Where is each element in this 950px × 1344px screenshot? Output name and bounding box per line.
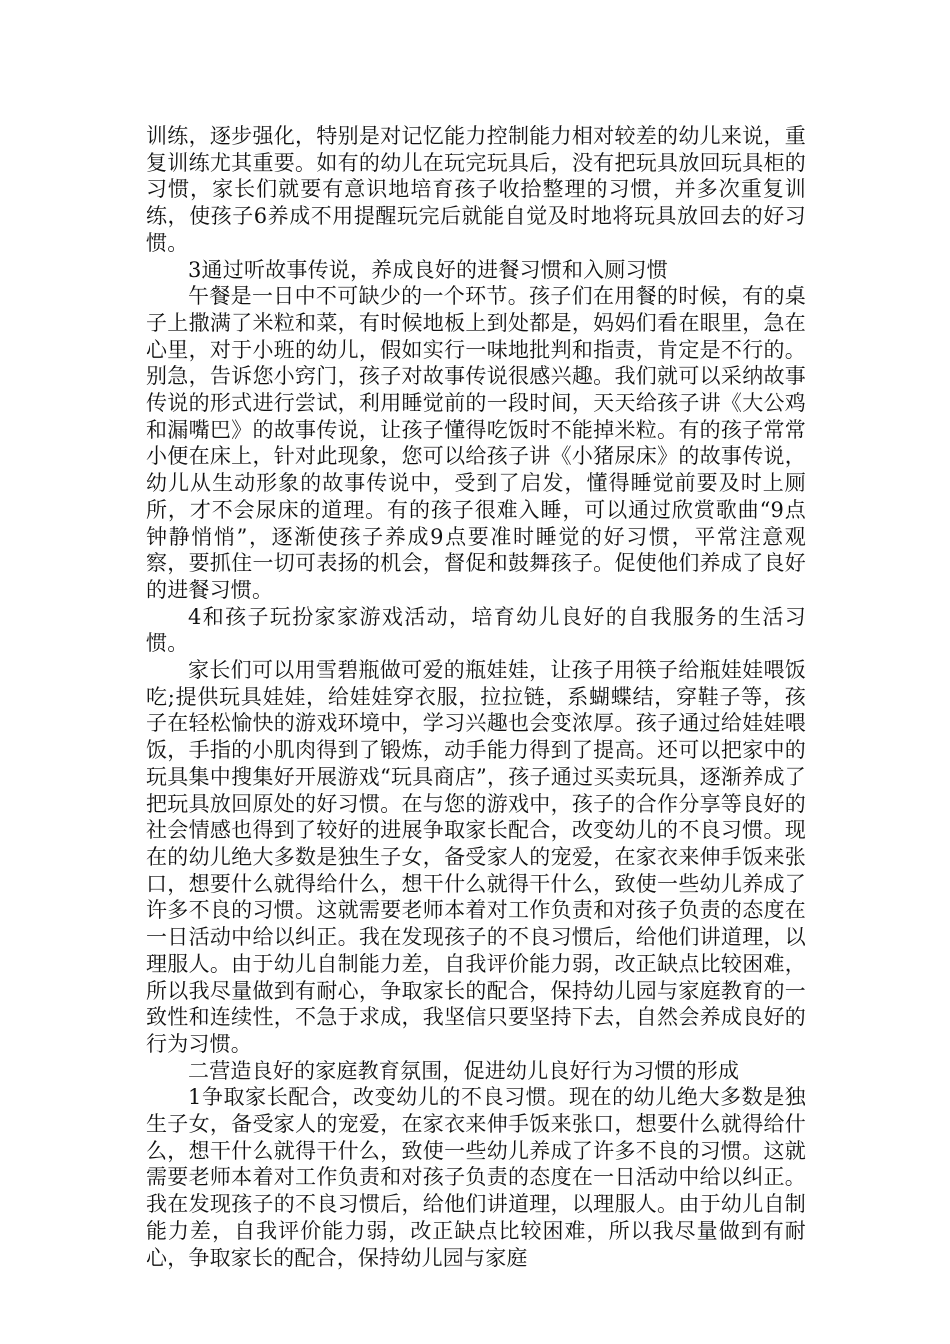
section-heading-3: 3通过听故事传说，养成良好的进餐习惯和入厕习惯	[188, 257, 668, 282]
document-body	[146, 123, 806, 1271]
paragraph-lunch: 午餐是一日中不可缺少的一个环节。孩子们在用餐的时候，有的桌子上撒满了米粒和菜，有时候地板上到处都是，妈妈们看在眼里，急在心里，对于小班的幼儿，假如实行一味地批判和指责，肯定是不行的。别急，告诉您小窍门，孩子对故事传说很感兴趣。我们就可以采纳故事传说的形式进行尝试，利用睡觉前的一段时间，天天给孩子讲《大公鸡和漏嘴巴》的故事传说，让孩子懂得吃饭时不能掉米粒。有的孩子常常小便在床上，针对此现象，您可以给孩子讲《小猪尿床》的故事传说，幼儿从生动形象的故事传说中，受到了启发，懂得睡觉前要及时上厕所，才不会尿床的道理。有的孩子很难入睡，可以通过欣赏歌曲“9点钟静悄悄”，逐渐使孩子养成9点要准时睡觉的好习惯，平常注意观察，要抓住一切可表扬的机会，督促和鼓舞孩子。促使他们养成了良好的进餐习惯。	[146, 284, 806, 602]
section-heading-4: 4和孩子玩扮家家游戏活动，培育幼儿良好的自我服务的生活习惯。	[146, 604, 806, 656]
paragraph-parent-cooperation: 1争取家长配合，改变幼儿的不良习惯。现在的幼儿绝大多数是独生子女，备受家人的宠爱，在家衣来伸手饭来张口，想要什么就得给什么，想干什么就得干什么，致使一些幼儿养成了许多不良的习惯。这就需要老师本着对工作负责和对孩子负责的态度在一日活动中给以纠正。我在发现孩子的不良习惯后，给他们讲道理，以理服人。由于幼儿自制能力差，自我评价能力弱，改正缺点比较困难，所以我尽量做到有耐心，争取家长的配合，保持幼儿园与家庭	[146, 1085, 806, 1270]
section-heading-2: 二营造良好的家庭教育氛围，促进幼儿良好行为习惯的形成	[188, 1058, 740, 1083]
paragraph-play-house: 家长们可以用雪碧瓶做可爱的瓶娃娃，让孩子用筷子给瓶娃娃喂饭吃;提供玩具娃娃，给娃娃穿衣服，拉拉链，系蝴蝶结，穿鞋子等，孩子在轻松愉快的游戏环境中，学习兴趣也会变浓厚。孩子通过给娃娃喂饭，手指的小肌肉得到了锻炼，动手能力得到了提高。还可以把家中的玩具集中搜集好开展游戏“玩具商店”，孩子通过买卖玩具，逐渐养成了把玩具放回原处的好习惯。在与您的游戏中，孩子的合作分享等良好的社会情感也得到了较好的进展争取家长配合，改变幼儿的不良习惯。现在的幼儿绝大多数是独生子女，备受家人的宠爱，在家衣来伸手饭来张口，想要什么就得给什么，想干什么就得干什么，致使一些幼儿养成了许多不良的习惯。这就需要老师本着对工作负责和对孩子负责的态度在一日活动中给以纠正。我在发现孩子的不良习惯后，给他们讲道理，以理服人。由于幼儿自制能力差，自我评价能力弱，改正缺点比较困难，所以我尽量做到有耐心，争取家长的配合，保持幼儿园与家庭教育的一致性和连续性，不急于求成，我坚信只要坚持下去，自然会养成良好的行为习惯。	[146, 658, 806, 1056]
paragraph-continuation: 训练，逐步强化，特别是对记忆能力控制能力相对较差的幼儿来说，重复训练尤其重要。如有的幼儿在玩完玩具后，没有把玩具放回玩具柜的习惯，家长们就要有意识地培育孩子收拾整理的习惯，并多次重复训练，使孩子6养成不用提醒玩完后就能自觉及时地将玩具放回去的好习惯。	[146, 124, 806, 255]
